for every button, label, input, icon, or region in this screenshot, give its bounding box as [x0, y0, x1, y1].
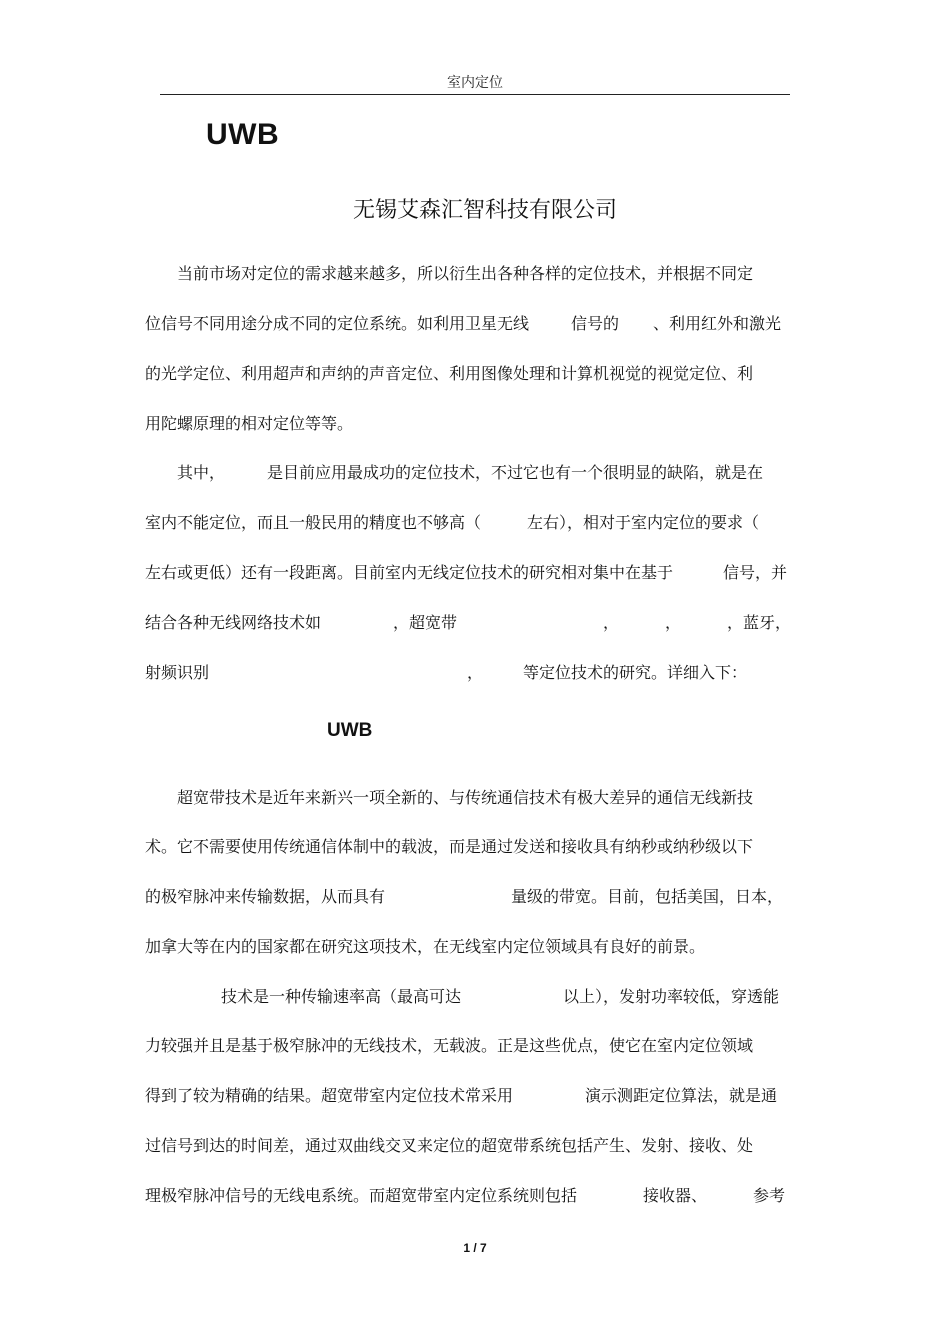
- paragraph-4-line-1: [145, 985, 780, 1009]
- running-header: 室内定位: [447, 75, 503, 91]
- text-segment: 是目前应用最成功的定位技术，不过它也有一个很明显的缺陷，就是在: [267, 463, 764, 482]
- text-segment: 左右），相对于室内定位的要求（: [527, 513, 760, 532]
- text-segment: 其中，: [177, 463, 226, 482]
- paragraph-1-line-4: [145, 412, 354, 436]
- page-number: 1 / 7: [463, 1241, 487, 1255]
- paragraph-2-line-3: [145, 561, 788, 585]
- text-segment: ，蓝牙，: [727, 613, 792, 632]
- text-segment: 以上），发射功率较低，穿透能: [563, 987, 780, 1006]
- text-segment: 结合各种无线网络技术如: [145, 613, 322, 632]
- paragraph-1-line-2: [145, 312, 782, 336]
- company-name: 无锡艾森汇智科技有限公司: [352, 198, 617, 223]
- text-segment: 加拿大等在内的国家都在研究这项技术，在无线室内定位领域具有良好的前景。: [145, 937, 706, 956]
- text-segment: 术。它不需要使用传统通信体制中的载波，而是通过发送和接收具有纳秒或纳秒级以下: [145, 837, 754, 856]
- text-segment: ，: [603, 613, 620, 632]
- paragraph-1-line-3: [145, 362, 754, 386]
- text-segment: ，: [467, 663, 484, 682]
- paragraph-3-line-2: [145, 835, 754, 859]
- text-segment: 信号，并: [723, 563, 788, 582]
- text-segment: 参考: [753, 1186, 786, 1205]
- paragraph-3-line-4: [145, 935, 706, 959]
- text-segment: 用陀螺原理的相对定位等等。: [145, 414, 354, 433]
- paragraph-4-line-2: [145, 1034, 754, 1058]
- paragraph-4-line-4: [145, 1134, 754, 1158]
- paragraph-2-line-5: [145, 661, 748, 685]
- paragraph-2-line-1: [145, 461, 764, 485]
- document-title: UWB: [206, 118, 280, 151]
- text-segment: 过信号到达的时间差，通过双曲线交叉来定位的超宽带系统包括产生、发射、接收、处: [145, 1136, 754, 1155]
- paragraph-4-line-5: [145, 1184, 786, 1208]
- text-segment: ，超宽带: [393, 613, 458, 632]
- text-segment: 接收器、: [643, 1186, 708, 1205]
- text-segment: 当前市场对定位的需求越来越多，所以衍生出各种各样的定位技术，并根据不同定: [177, 264, 754, 283]
- text-segment: 信号的: [571, 314, 620, 333]
- text-segment: 、利用红外和激光: [653, 314, 782, 333]
- text-segment: 演示测距定位算法，就是通: [585, 1086, 778, 1105]
- paragraph-4-line-3: [145, 1084, 778, 1108]
- text-segment: 力较强并且是基于极窄脉冲的无线技术，无载波。正是这些优点，使它在室内定位领域: [145, 1036, 754, 1055]
- header-divider: [160, 94, 790, 95]
- text-segment: 超宽带技术是近年来新兴一项全新的、与传统通信技术有极大差异的通信无线新技: [177, 788, 754, 807]
- text-segment: 等定位技术的研究。详细入下：: [523, 663, 748, 682]
- text-segment: 的极窄脉冲来传输数据，从而具有: [145, 887, 386, 906]
- paragraph-2-line-4: [145, 611, 792, 635]
- text-segment: 射频识别: [145, 663, 210, 682]
- text-segment: ，: [665, 613, 682, 632]
- text-segment: 的光学定位、利用超声和声纳的声音定位、利用图像处理和计算机视觉的视觉定位、利: [145, 364, 754, 383]
- text-segment: 左右或更低）还有一段距离。目前室内无线定位技术的研究相对集中在基于: [145, 563, 674, 582]
- text-segment: 得到了较为精确的结果。超宽带室内定位技术常采用: [145, 1086, 514, 1105]
- paragraph-2-line-2: [145, 511, 760, 535]
- section-heading: UWB: [327, 720, 373, 741]
- text-segment: 量级的带宽。目前，包括美国，日本，: [511, 887, 784, 906]
- text-segment: 位信号不同用途分成不同的定位系统。如利用卫星无线: [145, 314, 530, 333]
- text-segment: 室内不能定位，而且一般民用的精度也不够高（: [145, 513, 482, 532]
- paragraph-3-line-1: [145, 786, 754, 810]
- paragraph-3-line-3: [145, 885, 784, 909]
- paragraph-1-line-1: [145, 262, 754, 286]
- text-segment: 技术是一种传输速率高（最高可达: [221, 987, 462, 1006]
- text-segment: 理极窄脉冲信号的无线电系统。而超宽带室内定位系统则包括: [145, 1186, 578, 1205]
